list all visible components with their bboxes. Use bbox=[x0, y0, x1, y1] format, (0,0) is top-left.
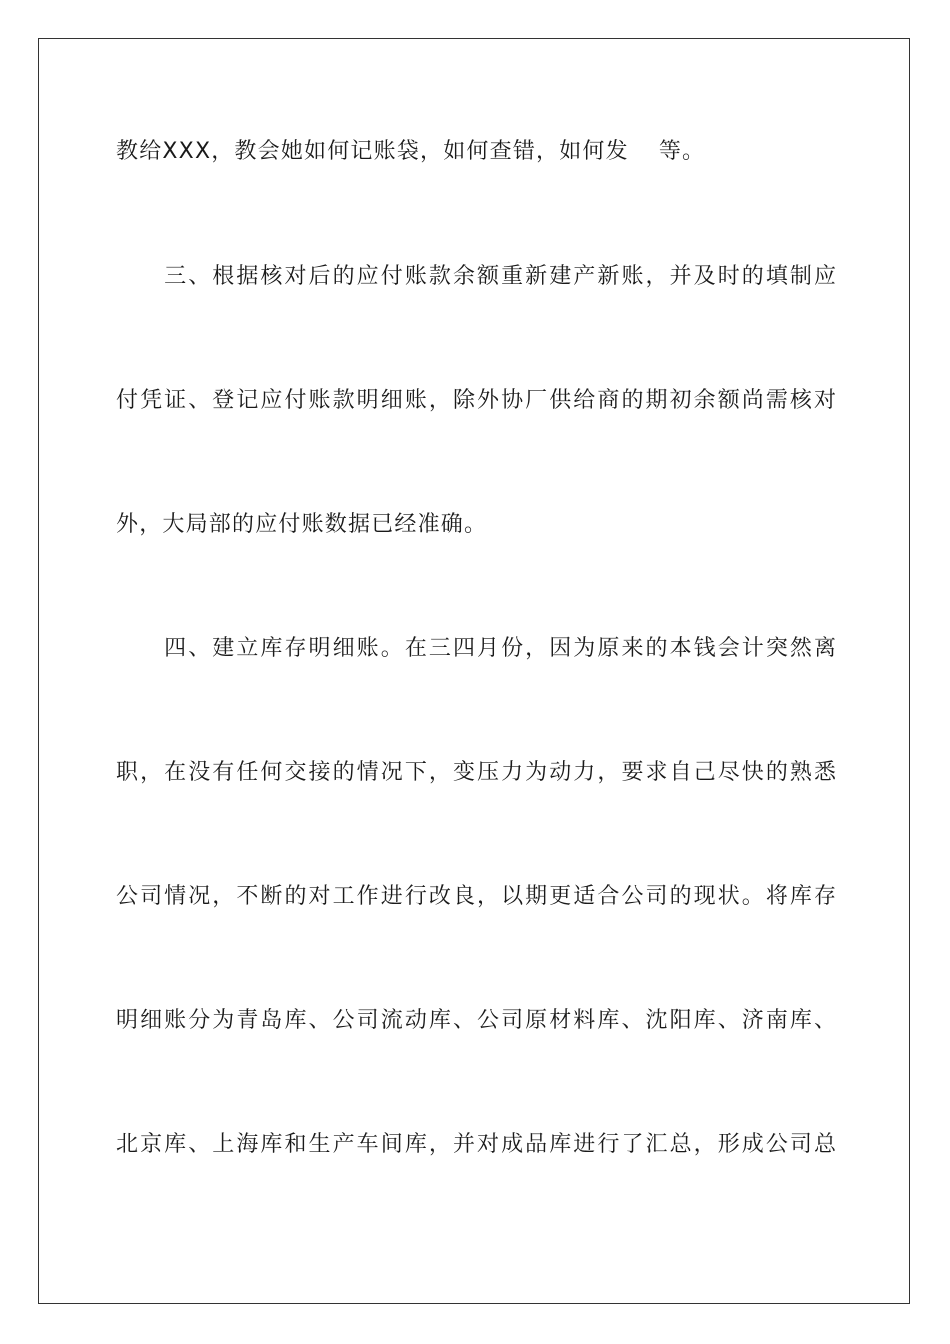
page-border bbox=[38, 38, 910, 1304]
text-line-1-part-b: 等。 bbox=[658, 139, 706, 164]
text-line-4: 外，大局部的应付账数据已经准确。 bbox=[116, 512, 488, 537]
text-line-2: 三、根据核对后的应付账款余额重新建产新账，并及时的填制应 bbox=[116, 264, 836, 289]
text-line-3: 付凭证、登记应付账款明细账，除外协厂供给商的期初余额尚需核对 bbox=[116, 388, 836, 413]
text-line-5: 四、建立库存明细账。在三四月份，因为原来的本钱会计突然离 bbox=[116, 636, 836, 661]
text-line-9: 北京库、上海库和生产车间库，并对成品库进行了汇总，形成公司总 bbox=[116, 1132, 836, 1157]
text-line-8: 明细账分为青岛库、公司流动库、公司原材料库、沈阳库、济南库、 bbox=[116, 1008, 836, 1033]
text-line-1-part-a: 教给XXX，教会她如何记账袋，如何查错，如何发 bbox=[116, 139, 629, 164]
text-line-1 bbox=[116, 137, 836, 167]
text-line-6: 职，在没有任何交接的情况下，变压力为动力，要求自己尽快的熟悉 bbox=[116, 760, 836, 785]
text-line-7: 公司情况，不断的对工作进行改良，以期更适合公司的现状。将库存 bbox=[116, 884, 836, 909]
